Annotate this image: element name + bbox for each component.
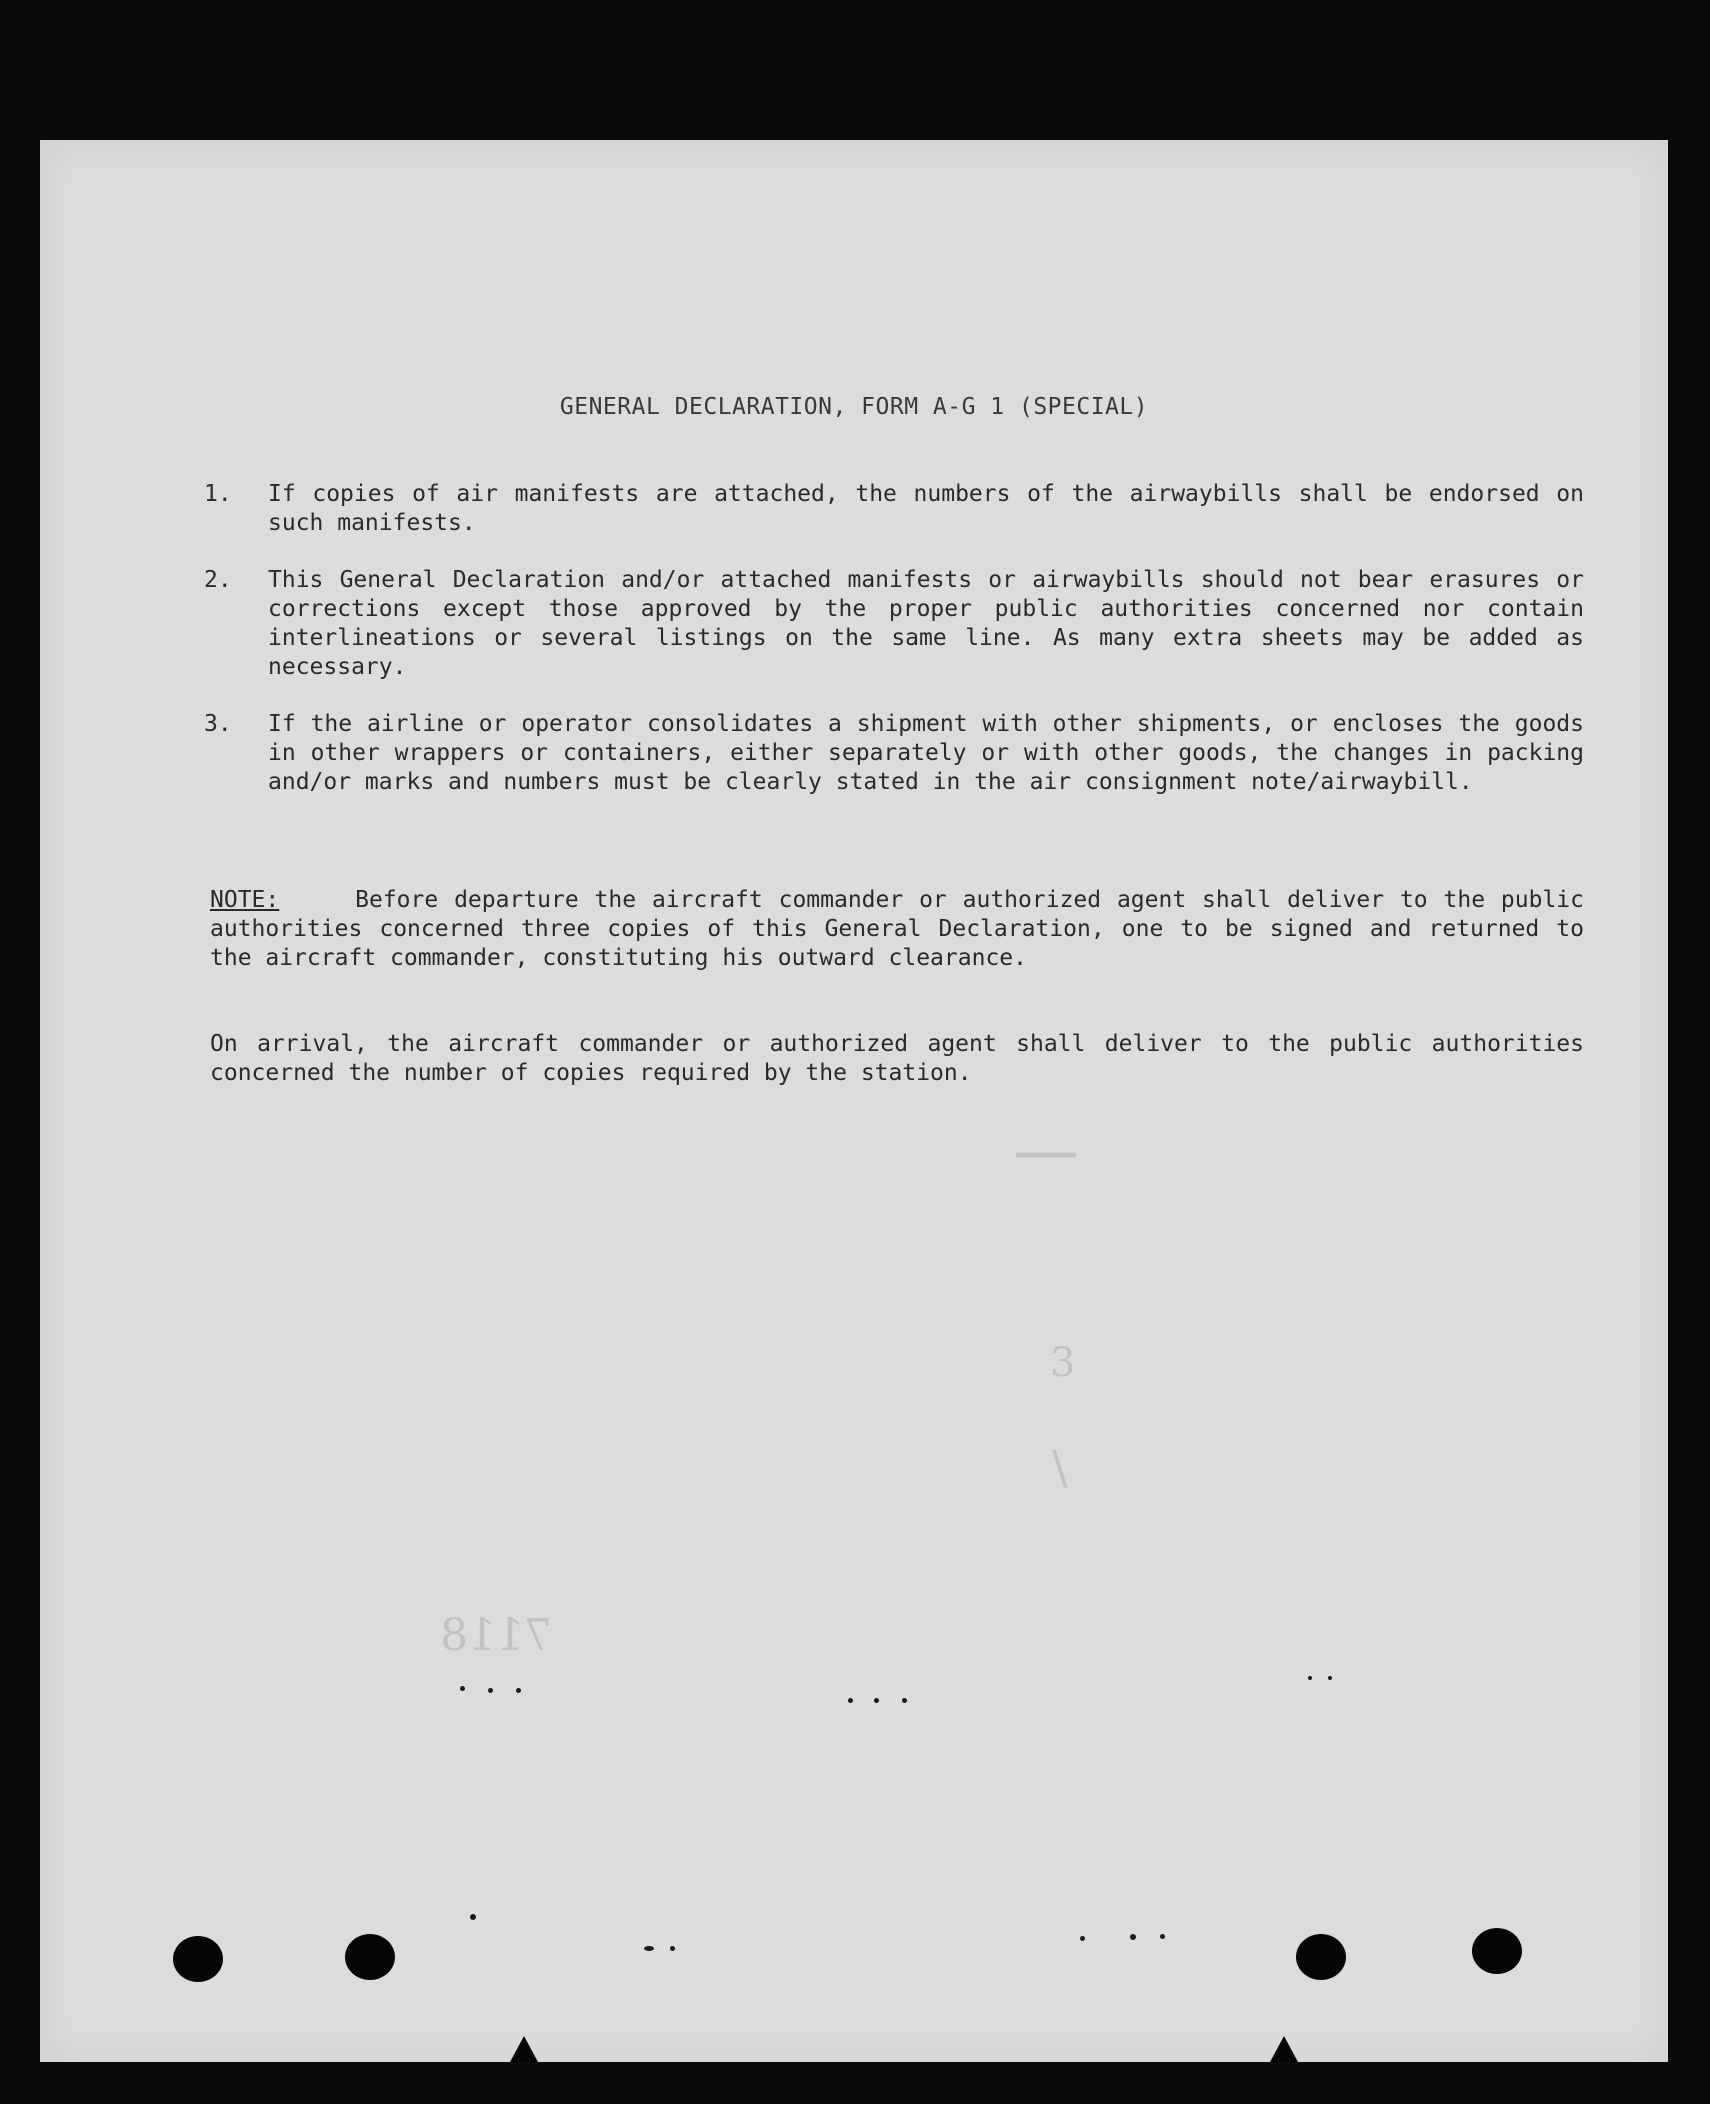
item-number: 3. (204, 711, 232, 737)
item-text: If copies of air manifests are attached, the numbers of the airwaybills shall be endorsed on such manifests. (268, 481, 1584, 536)
document-sheet (40, 140, 1668, 2062)
bleed-through-mark: 3 (1050, 1340, 1076, 1386)
bleed-through-mark: 7118 (440, 1610, 552, 1661)
note-label: NOTE: (210, 887, 280, 913)
speck (488, 1688, 493, 1693)
punch-hole (1296, 1934, 1346, 1980)
speck (848, 1698, 853, 1703)
instruction-item (204, 480, 1584, 538)
speck (1080, 1936, 1085, 1941)
speck (1328, 1676, 1332, 1680)
punch-hole (1472, 1928, 1522, 1974)
speck (670, 1946, 675, 1951)
speck (1308, 1676, 1312, 1680)
speck (902, 1698, 907, 1703)
instruction-item (204, 566, 1584, 682)
instruction-list (204, 480, 1584, 825)
bleed-through-mark: \ (1052, 1440, 1068, 1494)
note-text: Before departure the aircraft commander or authorized agent shall deliver to the public authorities concerned three copies of this General Declaration, one to be signed and returned to the aircraft commander, constituting his outward clearance. (210, 887, 1584, 971)
speck (460, 1686, 465, 1691)
bleed-through-mark: | (1015, 1144, 1086, 1166)
item-text: This General Declaration and/or attached manifests or airwaybills should not bear erasures or corrections except those approved by the proper public authorities concerned nor contain interlineations or several listings on the same line. As many extra sheets may be added as necessary. (268, 567, 1584, 680)
note-paragraph (210, 886, 1584, 973)
speck (1130, 1934, 1136, 1940)
speck (470, 1914, 476, 1920)
document-title: GENERAL DECLARATION, FORM A-G 1 (SPECIAL) (559, 394, 1149, 420)
speck (874, 1698, 879, 1703)
punch-hole (173, 1936, 223, 1982)
speck (516, 1688, 521, 1693)
punch-hole (345, 1934, 395, 1980)
speck (644, 1946, 654, 1951)
item-text: If the airline or operator consolidates a shipment with other shipments, or encloses the goods in other wrappers or containers, either separately or with other goods, the changes in packing and/or marks and numbers must be clearly stated in the air consignment note/airwaybill. (268, 711, 1584, 795)
instruction-item (204, 710, 1584, 797)
speck (1160, 1934, 1165, 1939)
item-number: 2. (204, 567, 232, 593)
arrival-paragraph: On arrival, the aircraft commander or authorized agent shall deliver to the public authorities concerned the number of copies required by the station. (210, 1031, 1584, 1086)
binding-notch (510, 2036, 538, 2062)
binding-notch (1270, 2036, 1298, 2062)
item-number: 1. (204, 481, 232, 507)
